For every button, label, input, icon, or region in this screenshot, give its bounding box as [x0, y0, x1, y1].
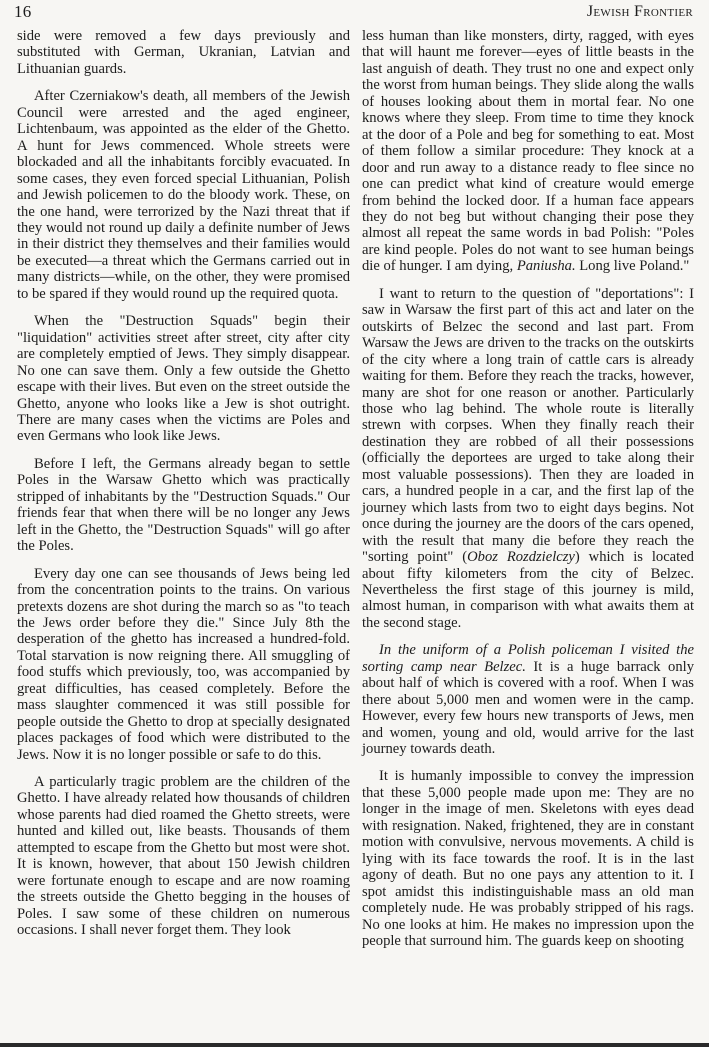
paragraph-text: I want to return to the question of "deportations": I saw in Warsaw the first part of this act and later on the outskirts of Belzec the second and last part. From Warsaw the Jews are driven to the tracks on the outskirts of the city where a long train of cattle cars is already waiting for them. Before they reach the tracks, however, many are shot for one reason or another. Particularly those who lag behind. The whole route is literally strewn with corpses. When they finally reach their destination they are robbed of all their possessions (officially the deportees are urged to take along their most valuable possessions). Then they are loaded in cars, a hundred people in a car, and the first lap of the journey which lasts from two to eight days begins. Not once during the journey are the doors of the cars opened, with the result that many die before they reach the "sorting point" ( [362, 285, 694, 566]
italic-term: Oboz Rozdzielczy [467, 549, 575, 566]
paragraph: A particularly tragic problem are the children of the Ghetto. I have already related how thousands of children whose parents had died roamed the Ghetto streets, were hunted and killed out, like beasts. Thousands of them attempted to escape from the Ghetto but most were shot. It is known, however, that about 150 Jewish children were fortunate enough to escape and are now roaming the streets outside the Ghetto begging in the houses of Poles. I saw some of these children on numerous occasions. I shall never forget them. They look [17, 774, 350, 939]
paragraph: Every day one can see thousands of Jews being led from the concentration points to the trains. On various pretexts dozens are shot during the march so as "to teach the Jews order before they die." Since July 8th the desperation of the ghetto has increased a hundred-fold. Total starvation is now reigning there. All smuggling of food stuffs which previously, too, was accompanied by great difficulties, has ceased completely. Before the mass slaughter commenced it was still possible for people outside the Ghetto to drop at specially designated places packages of food which were distributed to the Jews. Now it is no longer possible or safe to do this. [17, 565, 350, 763]
running-head: Jewish Frontier [586, 3, 693, 20]
paragraph [362, 28, 694, 275]
paragraph [362, 286, 694, 632]
italic-lead: In the uniform of a Polish policeman I visited the sorting camp near Belzec. [362, 642, 694, 675]
paragraph-text: ) which is located about fifty kilometers from the city of Belzec. Nevertheless the first stage of this journey is mild, almost human, in comparison with what awaits them at the second stage. [362, 549, 694, 631]
paragraph: side were removed a few days previously and substituted with German, Ukranian, Latvian and Lithuanian guards. [17, 28, 350, 77]
paragraph-text: It is a huge barrack only about half of which is covered with a roof. When I was there about 5,000 men and women were in the camp. However, every few hours new transports of Jews, men and women, young and old, would arrive for the last journey towards death. [362, 658, 694, 758]
page-number: 16 [14, 2, 32, 21]
paragraph: After Czerniakow's death, all members of the Jewish Council were arrested and the aged engineer, Lichtenbaum, was appointed as the elder of the Ghetto. A hunt for Jews commenced. Whole streets were blockaded and all the inhabitants forcibly evacuated. In some cases, they even forced special Lithuanian, Polish and Jewish policemen to do the bloody work. These, on the one hand, were terrorized by the Nazi threat that if they would not round up daily a definite number of Jews in their district they themselves and their families would be executed—a threat which the Germans carried out in many districts—while, on the other, they were promised to be spared if they would round up the required quota. [17, 88, 350, 302]
italic-term: Paniusha. [516, 258, 576, 275]
paragraph [362, 642, 694, 757]
scan-edge [0, 1043, 709, 1047]
left-column [17, 28, 350, 939]
paragraph: Before I left, the Germans already began to settle Poles in the Warsaw Ghetto which was practically stripped of inhabitants by the "Destruction Squads." Our friends fear that when there will be no longer any Jews left in the Ghetto, the "Destruction Squads" will go after the Poles. [17, 455, 350, 555]
paragraph-text: Long live Poland." [575, 258, 690, 275]
paragraph: It is humanly impossible to convey the impression that these 5,000 people made upon me: They are no longer in the image of men. Skeletons with eyes dead with resignation. Naked, frightened, they are in constant motion with convulsive, nervous movements. A child is lying with its face towards the roof. It is in the last agony of death. But no one pays any attention to it. I spot amidst this indistinguishable mass an old man completely nude. He was probably stripped of his rags. No one looks at him. He makes no impression upon the people that surround him. The guards keep on shooting [362, 768, 694, 950]
paragraph-text: less human than like monsters, dirty, ragged, with eyes that will haunt me forever—eyes of little beasts in the last anguish of death. They trust no one and expect only the worst from human beings. They slide along the walls of houses looking about them in mortal fear. No one knows where they sleep. From time to time they knock at the door of a Pole and beg for something to eat. Most of them follow a similar procedure: They knock at a door and run away to a distance ready to flee since no one can predict what kind of creature would emerge from behind the locked door. If a human face appears they do not beg but without changing their pose they almost all repeat the same words in bad Polish: "Poles are kind people. Poles do not want to see human beings die of hunger. I am dying, [362, 28, 694, 275]
right-column [362, 28, 694, 949]
paragraph: When the "Destruction Squads" begin their "liquidation" activities street after street, city after city are completely emptied of Jews. They simply disappear. No one can save them. Only a few outside the Ghetto escape with their lives. But even on the street outside the Ghetto, anyone who looks like a Jew is shot outright. There are many cases when the victims are Poles and even Germans who look like Jews. [17, 313, 350, 445]
